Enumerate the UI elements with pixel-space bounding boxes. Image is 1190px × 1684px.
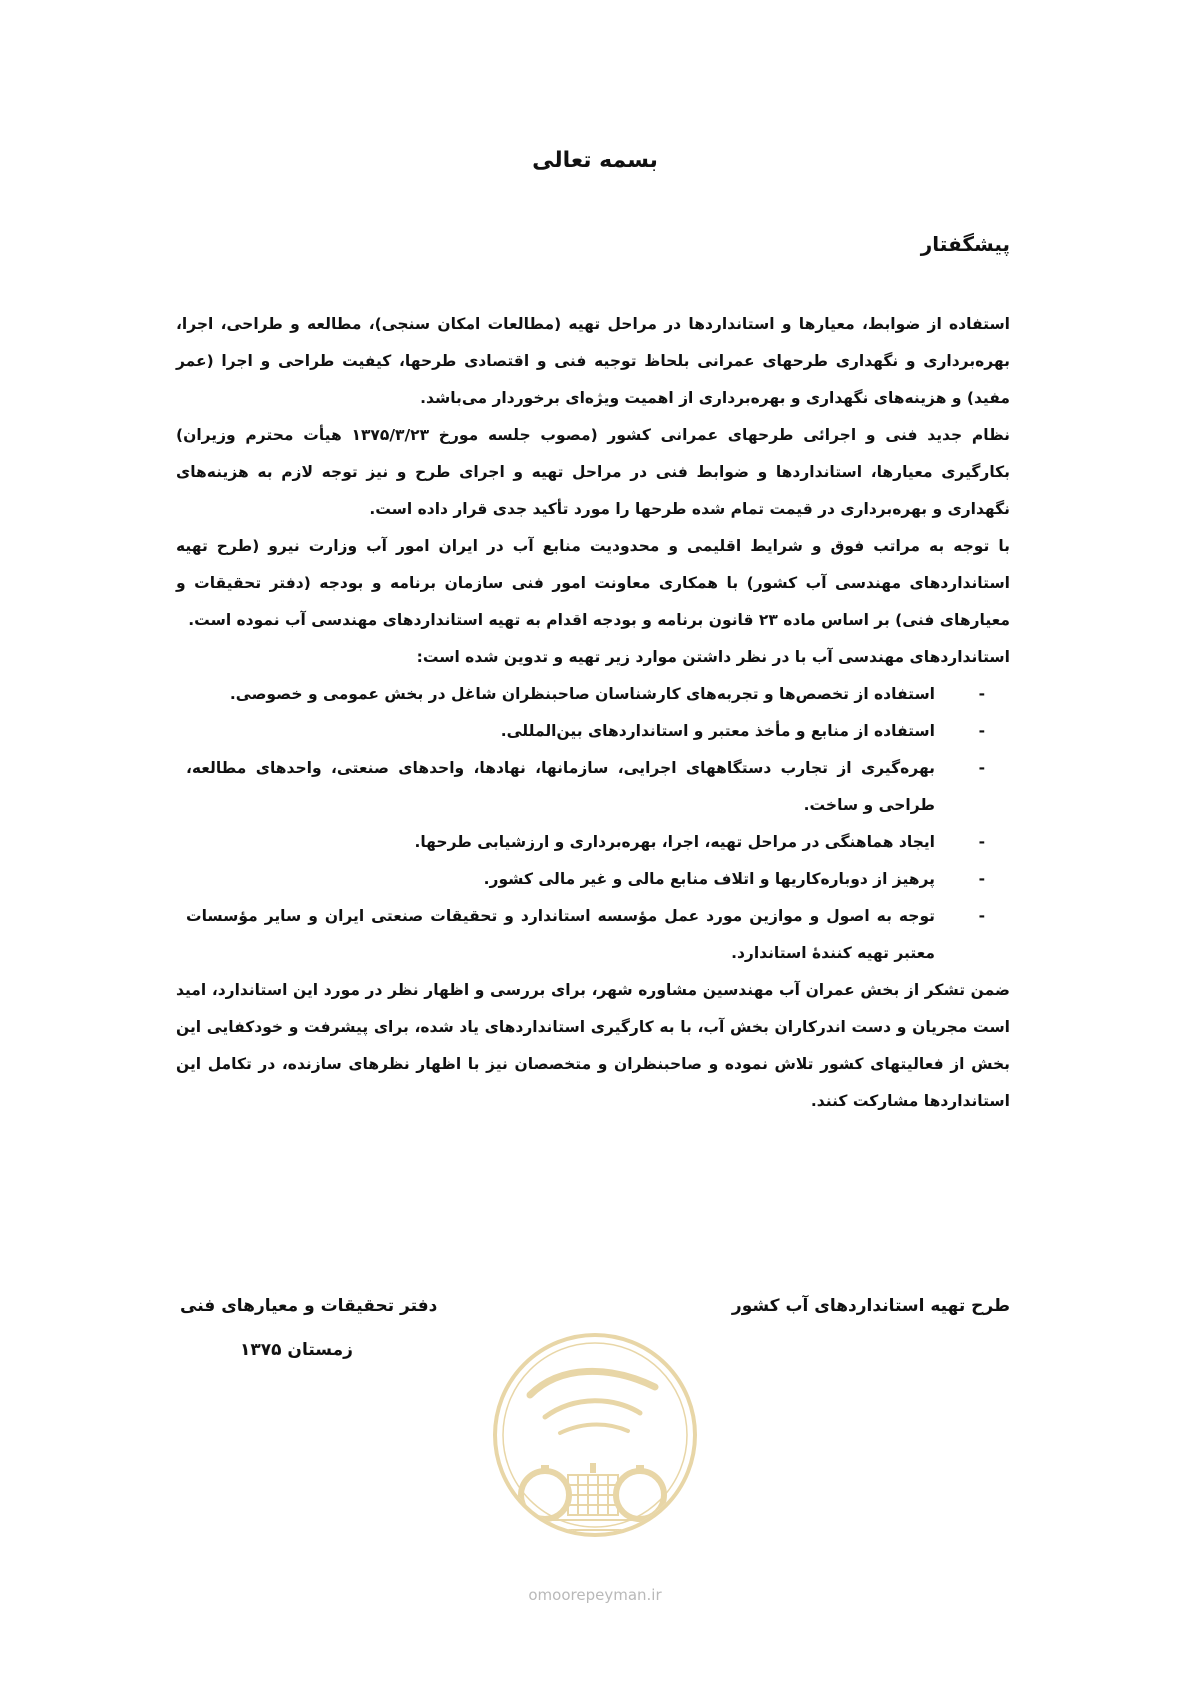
section-heading-preface: پیشگفتار <box>920 232 1010 256</box>
bullet-dash: - <box>978 833 985 851</box>
bullet-dash: - <box>978 722 985 740</box>
watermark-logo-icon <box>490 1325 700 1585</box>
list-item <box>176 713 1010 750</box>
list-item-text: توجه به اصول و موازین مورد عمل مؤسسه استاندارد و تحقیقات صنعتی ایران و سایر مؤسسات معتبر تهیه کنندهٔ استاندارد. <box>186 907 935 962</box>
bullet-dash: - <box>978 685 985 703</box>
paragraph-standards-importance: استفاده از ضوابط، معیارها و استانداردها در مراحل تهیه (مطالعات امکان سنجی)، مطالعه و طراحی، اجرا، بهره‌برداری و نگهداری طرحهای عمرانی بلحاظ توجیه فنی و اقتصادی طرحها، کیفیت طراحی و اجرا (عمر مفید) و هزینه‌های نگهداری و بهره‌برداری از اهمیت ویژه‌ای برخوردار می‌باشد. <box>176 315 1010 407</box>
list-item <box>176 824 1010 861</box>
list-item-text: استفاده از تخصص‌ها و تجربه‌های کارشناسان صاحبنظران شاغل در بخش عمومی و خصوصی. <box>229 685 935 703</box>
list-item-text: ایجاد هماهنگی در مراحل تهیه، اجرا، بهره‌برداری و ارزشیابی طرحها. <box>414 833 935 851</box>
signature-water-standards-plan: طرح تهیه استانداردهای آب کشور <box>731 1296 1010 1316</box>
list-item-text: بهره‌گیری از تجارب دستگاههای اجرایی، سازمانها، نهادها، واحدهای صنعتی، واحدهای مطالعه، طراحی و ساخت. <box>186 759 935 814</box>
list-item-text: پرهیز از دوباره‌کاریها و اتلاف منابع مالی و غیر مالی کشور. <box>483 870 935 888</box>
paragraph-water-standards-plan: با توجه به مراتب فوق و شرایط اقلیمی و محدودیت منابع آب در ایران امور آب وزارت نیرو (طرح تهیه استانداردهای مهندسی آب کشور) با همکاری معاونت امور فنی سازمان برنامه و بودجه (دفتر تحقیقات و معیارهای فنی) بر اساس ماده ۲۳ قانون برنامه و بودجه اقدام به تهیه استانداردهای مهندسی آب نموده است. <box>176 537 1010 629</box>
paragraph-technical-system: نظام جدید فنی و اجرائی طرحهای عمرانی کشور (مصوب جلسه مورخ ۱۳۷۵/۳/۲۳ هیأت محترم وزیران) بکارگیری معیارها، استانداردها و ضوابط فنی در مراحل تهیه و اجرای طرح و نیز توجه لازم به هزینه‌های نگهداری و بهره‌برداری در قیمت تمام شده طرحها را مورد تأکید جدی قرار داده است. <box>176 426 1010 518</box>
page-title: بسمه تعالی <box>532 148 658 173</box>
watermark-url: omoorepeyman.ir <box>528 1586 662 1604</box>
bullet-dash: - <box>978 759 985 777</box>
list-item <box>176 676 1010 713</box>
signature-research-office: دفتر تحقیقات و معیارهای فنی <box>180 1296 438 1316</box>
paragraph-closing: ضمن تشکر از بخش عمران آب مهندسین مشاوره شهر، برای بررسی و اظهار نظر در مورد این استاندارد، امید است مجریان و دست اندرکاران بخش آب، با به کارگیری استانداردهای یاد شده، برای پیشرفت و خودکفایی این بخش از فعالیتهای کشور تلاش نموده و صاحبنظران و متخصصان نیز با اظهار نظرهای سازنده، در تکامل این استانداردها مشارکت کنند. <box>176 981 1010 1110</box>
criteria-list <box>176 676 1010 972</box>
document-body <box>176 306 1010 1120</box>
signature-date: زمستان ۱۳۷۵ <box>240 1340 353 1360</box>
bullet-dash: - <box>978 870 985 888</box>
list-item <box>176 898 1010 972</box>
list-item <box>176 750 1010 824</box>
paragraph-list-intro: استانداردهای مهندسی آب با در نظر داشتن موارد زیر تهیه و تدوین شده است: <box>416 648 1010 666</box>
list-item <box>176 861 1010 898</box>
list-item-text: استفاده از منابع و مأخذ معتبر و استانداردهای بین‌المللی. <box>500 722 935 740</box>
bullet-dash: - <box>978 907 985 925</box>
